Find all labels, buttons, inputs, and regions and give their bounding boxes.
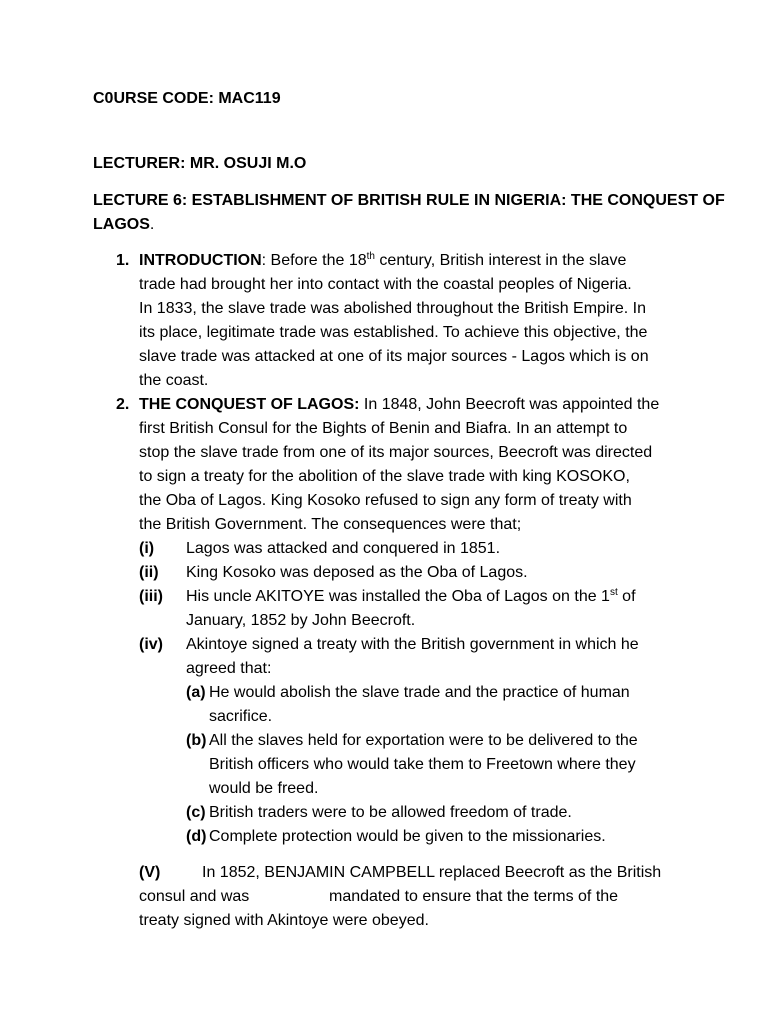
- lecture-title-line-2: [93, 213, 154, 237]
- item-iv-label: (iv): [139, 636, 163, 653]
- item-v-line-3: treaty signed with Akintoye were obeyed.: [139, 912, 429, 929]
- section-1-text-cont: century, British interest in the slave: [374, 252, 627, 269]
- subitem-a-label: (a): [186, 684, 206, 701]
- subitem-a-text-2: sacrifice.: [209, 708, 273, 725]
- item-v-line-2a: consul and was: [139, 888, 250, 905]
- section-2-line-6: the British Government. The consequences were that;: [139, 516, 522, 533]
- section-1-line-3: In 1833, the slave trade was abolished throughout the British Empire. In: [139, 300, 646, 317]
- section-1-line-1: [139, 249, 626, 273]
- lecture-title-line-1: LECTURE 6: ESTABLISHMENT OF BRITISH RULE IN NIGERIA: THE CONQUEST OF: [93, 192, 725, 209]
- section-2-line-1: [139, 393, 659, 417]
- subitem-c-label: (c): [186, 804, 206, 821]
- subitem-d-label: (d): [186, 828, 207, 845]
- section-2-text: In 1848, John Beecroft was appointed the: [359, 396, 660, 413]
- item-v-line-2b: mandated to ensure that the terms of the: [329, 888, 619, 905]
- section-2-line-2: first British Consul for the Bights of Benin and Biafra. In an attempt to: [139, 420, 628, 437]
- subitem-a-text-1: He would abolish the slave trade and the practice of human: [209, 684, 630, 701]
- lecture-title-lagos: LAGOS: [93, 216, 150, 233]
- item-iii-text-2: January, 1852 by John Beecroft.: [186, 612, 416, 629]
- section-1-line-2: trade had brought her into contact with the coastal peoples of Nigeria.: [139, 276, 632, 293]
- item-iii-text-cont: of: [617, 588, 636, 605]
- section-1-number: 1.: [116, 252, 130, 269]
- section-1-line-4: its place, legitimate trade was established. To achieve this objective, the: [139, 324, 648, 341]
- section-2-line-3: stop the slave trade from one of its major sources, Beecroft was directed: [139, 444, 653, 461]
- item-iii-text-1: [186, 585, 636, 609]
- item-ii-label: (ii): [139, 564, 159, 581]
- section-2-heading: THE CONQUEST OF LAGOS:: [139, 396, 360, 413]
- section-1-line-5: slave trade was attacked at one of its major sources - Lagos which is on: [139, 348, 649, 365]
- subitem-d-text: Complete protection would be given to the missionaries.: [209, 828, 606, 845]
- section-1-text: : Before the 18: [261, 252, 367, 269]
- lecturer: LECTURER: MR. OSUJI M.O: [93, 155, 307, 172]
- subitem-b-text-1: All the slaves held for exportation were to be delivered to the: [209, 732, 638, 749]
- item-iv-text-2: agreed that:: [186, 660, 272, 677]
- subitem-b-text-2: British officers who would take them to Freetown where they: [209, 756, 636, 773]
- subitem-c-text: British traders were to be allowed freedom of trade.: [209, 804, 572, 821]
- item-iii-label: (iii): [139, 588, 163, 605]
- item-iii-text: His uncle AKITOYE was installed the Oba of Lagos on the 1: [186, 588, 610, 605]
- section-2-number: 2.: [116, 396, 130, 413]
- section-2-line-5: the Oba of Lagos. King Kosoko refused to sign any form of treaty with: [139, 492, 632, 509]
- item-i-label: (i): [139, 540, 155, 557]
- subitem-b-text-3: would be freed.: [209, 780, 319, 797]
- section-1-line-6: the coast.: [139, 372, 209, 389]
- section-2-line-4: to sign a treaty for the abolition of the slave trade with king KOSOKO,: [139, 468, 630, 485]
- item-ii-text: King Kosoko was deposed as the Oba of Lagos.: [186, 564, 528, 581]
- item-iv-text-1: Akintoye signed a treaty with the British government in which he: [186, 636, 639, 653]
- section-1-heading: INTRODUCTION: [139, 252, 262, 269]
- item-iii-superscript: st: [609, 587, 618, 598]
- item-v-line-1: In 1852, BENJAMIN CAMPBELL replaced Beecroft as the British: [202, 864, 662, 881]
- item-v-label: (V): [139, 864, 161, 881]
- subitem-b-label: (b): [186, 732, 207, 749]
- section-1-superscript: th: [366, 251, 375, 262]
- course-code: C0URSE CODE: MAC119: [93, 90, 281, 107]
- item-i-text: Lagos was attacked and conquered in 1851.: [186, 540, 501, 557]
- lecture-title-period: .: [149, 216, 155, 233]
